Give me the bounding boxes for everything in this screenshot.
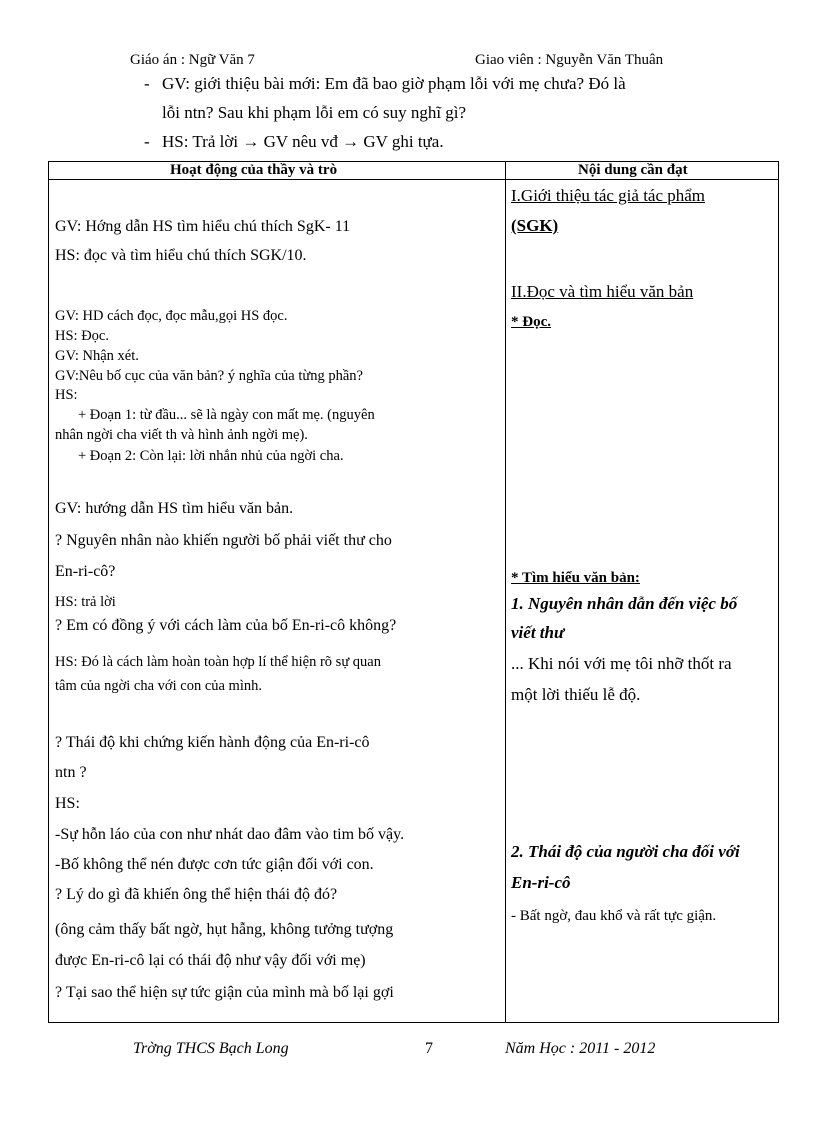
- subsection-2-text: - Bất ngờ, đau khổ và rất tực giận.: [511, 908, 717, 924]
- subsection-2-title: 2. Thái độ của người cha đối với: [511, 842, 740, 861]
- intro-line-2: lỗi ntn? Sau khi phạm lỗi em có suy nghĩ gì?: [162, 103, 467, 122]
- subsection-2-title-cont: En-ri-cô: [511, 873, 571, 892]
- footer-school: Trờng THCS Bạch Long: [133, 1040, 289, 1057]
- left-line-13: En-ri-cô?: [55, 563, 116, 580]
- left-line-3: GV: HD cách đọc, đọc mẫu,gọi HS đọc.: [55, 308, 288, 324]
- left-line-22: -Bố không thể nén được cơn tức giận đối với con.: [55, 856, 374, 873]
- left-line-18: ? Thái độ khi chứng kiến hành động của En-ri-cô: [55, 734, 370, 751]
- footer-page-number: 7: [425, 1040, 433, 1057]
- section-1-title: I.Giới thiệu tác giả tác phẩm: [511, 186, 706, 205]
- left-line-14: HS: trả lời: [55, 594, 116, 610]
- intro-bullet-1: - GV: giới thiệu bài mới: Em đã bao giờ phạm lỗi với mẹ chưa? Đó là: [144, 74, 626, 93]
- left-line-24: (ông cảm thấy bất ngờ, hụt hẫng, không tưởng tượng: [55, 921, 394, 938]
- header-left: Giáo án : Ngữ Văn 7: [130, 52, 255, 68]
- left-line-4: HS: Đọc.: [55, 328, 109, 344]
- left-line-1: GV: Hớng dẫn HS tìm hiểu chú thích SgK- 11: [55, 218, 351, 235]
- left-line-5: GV: Nhận xét.: [55, 348, 139, 364]
- left-line-8: + Đoạn 1: từ đầu... sẽ là ngày con mất mẹ. (nguyên: [78, 407, 375, 423]
- left-line-19: ntn ?: [55, 764, 87, 781]
- text-study-label: * Tìm hiểu văn bản:: [511, 570, 640, 586]
- left-line-16: HS: Đó là cách làm hoàn toàn hợp lí thể hiện rõ sự quan: [55, 654, 381, 670]
- left-line-20: HS:: [55, 795, 80, 812]
- subsection-1-text-2: một lời thiếu lễ độ.: [511, 685, 641, 704]
- header-divider: [48, 179, 779, 180]
- intro-line-1: GV: giới thiệu bài mới: Em đã bao giờ phạm lỗi với mẹ chưa? Đó là: [162, 74, 626, 93]
- subsection-1-title-cont: viết thư: [511, 623, 565, 642]
- left-line-21: -Sự hỗn láo của con như nhát dao đâm vào tim bố vậy.: [55, 826, 405, 843]
- left-line-23: ? Lý do gì đã khiến ông thể hiện thái độ đó?: [55, 886, 338, 903]
- left-line-7: HS:: [55, 387, 78, 403]
- left-line-11: GV: hướng dẫn HS tìm hiểu văn bản.: [55, 500, 294, 517]
- section-2-title: II.Đọc và tìm hiểu văn bản: [511, 282, 694, 301]
- left-line-9: nhân ngời cha viết th và hình ảnh ngời mẹ).: [55, 427, 308, 443]
- header-right: Giao viên : Nguyễn Văn Thuân: [475, 52, 664, 68]
- left-line-15: ? Em có đồng ý với cách làm của bố En-ri-cô không?: [55, 617, 397, 634]
- reading-label: * Đọc.: [511, 314, 551, 330]
- left-line-17: tâm của ngời cha với con của mình.: [55, 678, 262, 694]
- left-line-12: ? Nguyên nhân nào khiến người bố phải viết thư cho: [55, 532, 392, 549]
- column-divider: [505, 161, 506, 1023]
- left-line-6: GV:Nêu bố cục của văn bản? ý nghĩa của từng phần?: [55, 368, 363, 384]
- left-line-25: được En-ri-cô lại có thái độ như vậy đối với mẹ): [55, 952, 366, 969]
- intro-bullet-2: - HS: Trả lời → GV nêu vđ → GV ghi tựa.: [144, 132, 444, 151]
- left-line-2: HS: đọc và tìm hiểu chú thích SGK/10.: [55, 247, 307, 264]
- section-1-sgk: (SGK): [511, 216, 559, 235]
- left-line-10: + Đoạn 2: Còn lại: lời nhắn nhủ của ngời cha.: [78, 448, 344, 464]
- subsection-1-title: 1. Nguyên nhân dẫn đến việc bố: [511, 594, 738, 613]
- footer-school-year: Năm Học : 2011 - 2012: [505, 1040, 656, 1057]
- intro-line-3: HS: Trả lời → GV nêu vđ → GV ghi tựa.: [162, 132, 444, 151]
- col2-header: Nội dung cần đạt: [578, 162, 688, 178]
- subsection-1-text-1: ... Khi nói với mẹ tôi nhỡ thốt ra: [511, 654, 732, 673]
- col1-header: Hoạt động của thầy và trò: [170, 162, 338, 178]
- left-line-26: ? Tại sao thể hiện sự tức giận của mình mà bố lại gợi: [55, 984, 394, 1001]
